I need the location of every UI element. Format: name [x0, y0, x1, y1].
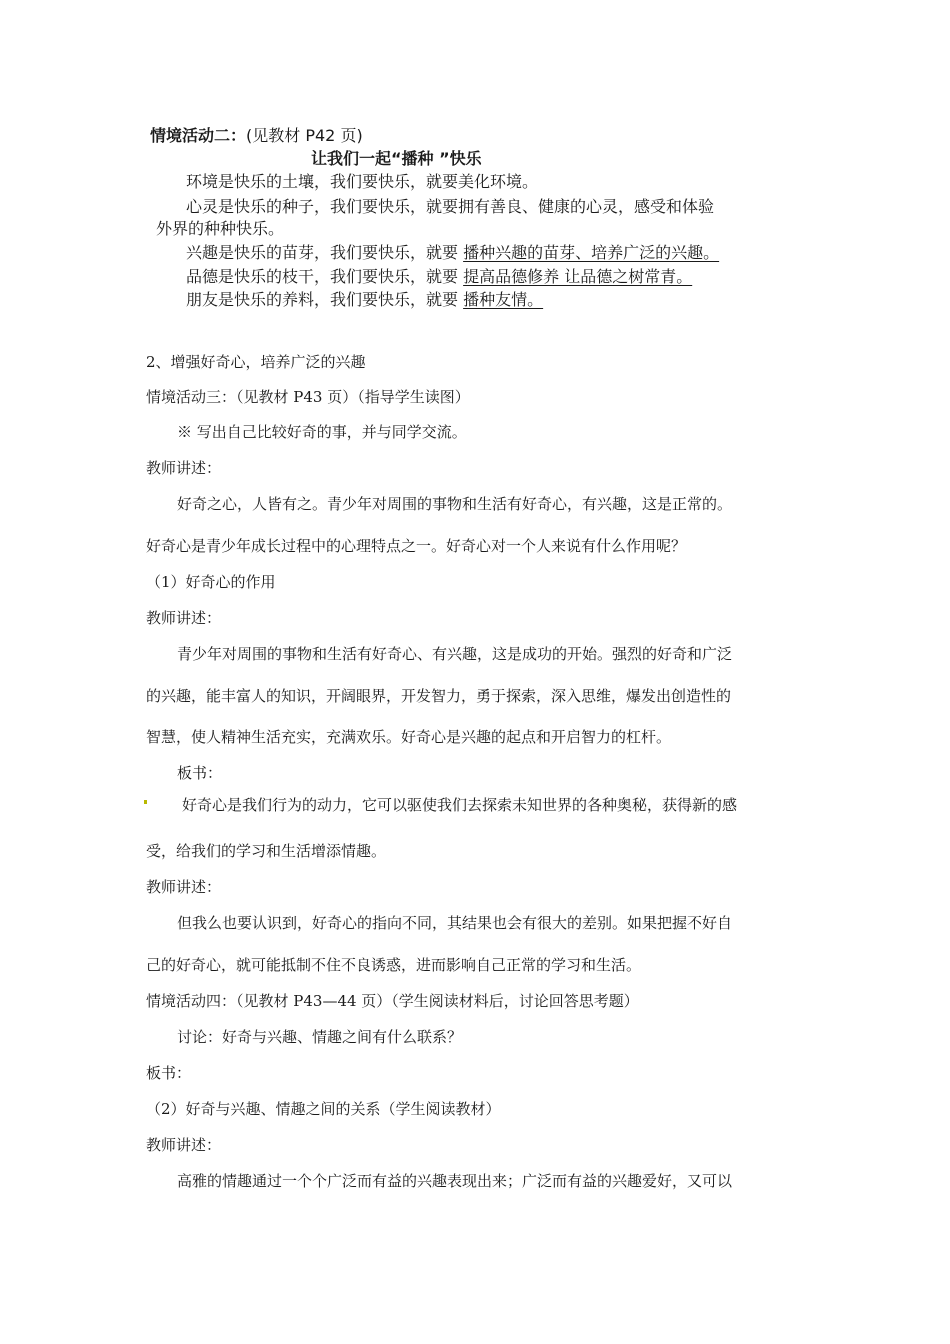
paragraph-4-line-1: 但我么也要认识到，好奇心的指向不同，其结果也会有很大的差别。如果把握不好自: [177, 914, 733, 932]
paragraph-5-line-1: 高雅的情趣通过一个个广泛而有益的兴趣表现出来；广泛而有益的兴趣爱好，又可以: [177, 1172, 733, 1190]
excerpt-line-2: 心灵是快乐的种子，我们要快乐，就要拥有善良、健康的心灵，感受和体验: [186, 197, 715, 216]
activity2-heading: [150, 126, 363, 146]
activity-4-heading: 情境活动四：（见教材 P43—44 页）（学生阅读材料后，讨论回答思考题）: [146, 992, 639, 1010]
teacher-label-1: 教师讲述：: [146, 459, 222, 477]
excerpt-line-4-answer: 播种兴趣的苗芽、培养广泛的兴趣。: [463, 243, 720, 262]
teacher-label-2: 教师讲述：: [146, 609, 222, 627]
excerpt-line-4: [186, 243, 719, 263]
excerpt-line-5-prefix: 品德是快乐的枝干，我们要快乐，就要: [186, 267, 459, 286]
paragraph-3-line-2: 受，给我们的学习和生活增添情趣。: [146, 842, 387, 860]
subheading-2: （2）好奇与兴趣、情趣之间的关系（学生阅读教材）: [146, 1100, 501, 1118]
activity-3-heading: 情境活动三：（见教材 P43 页）（指导学生读图）: [146, 388, 470, 406]
paragraph-4-line-2: 己的好奇心，就可能抵制不住不良诱惑，进而影响自己正常的学习和生活。: [146, 956, 642, 974]
paragraph-2-line-2: 的兴趣，能丰富人的知识，开阔眼界，开发智力，勇于探索，深入思维，爆发出创造性的: [146, 687, 732, 705]
excerpt-line-5-answer: 提高品德修养 让品德之树常青。: [463, 267, 693, 286]
excerpt-line-6: [186, 290, 543, 310]
excerpt-line-6-answer: 播种友情。: [463, 290, 544, 309]
paragraph-1-line-2: 好奇心是青少年成长过程中的心理特点之一。好奇心对一个人来说有什么作用呢？: [146, 537, 687, 555]
excerpt-line-1: 环境是快乐的土壤，我们要快乐，就要美化环境。: [186, 172, 539, 191]
bullet-mark: [144, 800, 147, 804]
activity2-heading-rest: (见教材 P42 页): [246, 126, 363, 145]
teacher-label-4: 教师讲述：: [146, 1136, 222, 1154]
teacher-label-3: 教师讲述：: [146, 878, 222, 896]
excerpt-line-4-prefix: 兴趣是快乐的苗芽，我们要快乐，就要: [186, 243, 459, 262]
discussion-question: 讨论：好奇与兴趣、情趣之间有什么联系？: [177, 1028, 463, 1046]
paragraph-3-line-1: 好奇心是我们行为的动力，它可以驱使我们去探索未知世界的各种奥秘，获得新的感: [182, 796, 738, 814]
excerpt-line-6-prefix: 朋友是快乐的养料，我们要快乐，就要: [186, 290, 459, 309]
section-2-heading: 2、增强好奇心，培养广泛的兴趣: [146, 353, 366, 371]
activity-3-note: ※ 写出自己比较好奇的事，并与同学交流。: [177, 423, 467, 441]
board-label-2: 板书：: [146, 1064, 192, 1082]
excerpt-line-5: [186, 267, 692, 287]
excerpt-title: 让我们一起“播种 ”快乐: [311, 149, 482, 168]
paragraph-2-line-3: 智慧，使人精神生活充实，充满欢乐。好奇心是兴趣的起点和开启智力的杠杆。: [146, 728, 672, 746]
activity2-heading-bold: 情境活动二：: [150, 126, 247, 145]
paragraph-1-line-1: 好奇之心，人皆有之。青少年对周围的事物和生活有好奇心，有兴趣，这是正常的。: [177, 495, 733, 513]
board-label-1: 板书：: [177, 764, 223, 782]
paragraph-2-line-1: 青少年对周围的事物和生活有好奇心、有兴趣，这是成功的开始。强烈的好奇和广泛: [177, 645, 733, 663]
scanned-textbook-excerpt: [146, 118, 786, 318]
excerpt-line-3: 外界的种种快乐。: [156, 219, 285, 238]
subheading-1: （1）好奇心的作用: [146, 573, 276, 591]
